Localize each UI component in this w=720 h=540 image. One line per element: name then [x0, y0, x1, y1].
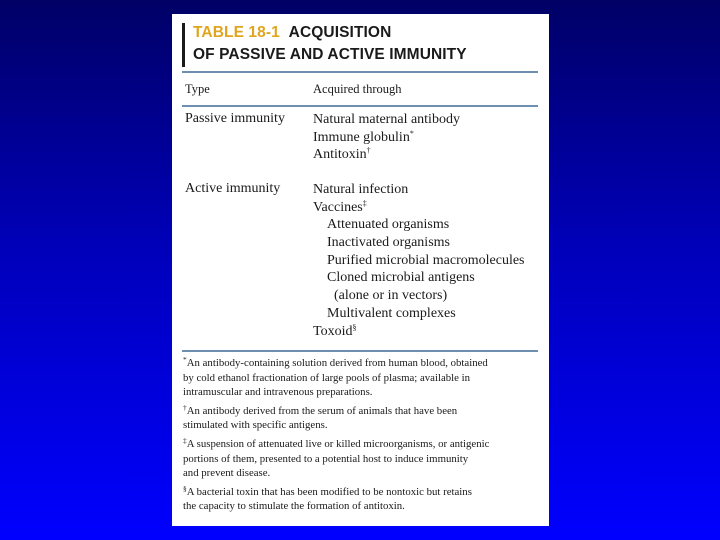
title-rule	[182, 71, 538, 73]
footnote-text: An antibody-containing solution derived from human blood, obtained by cold ethanol fractionation of large pools of plasma; available in intramuscular and intravenous preparations.	[183, 357, 488, 399]
footnote-mark: *	[409, 128, 414, 138]
footnote	[183, 485, 539, 514]
item-text: (alone or in vectors)	[334, 288, 448, 304]
footnote-mark: †	[366, 146, 371, 156]
footnotes	[183, 356, 539, 514]
title-accent-bar	[182, 23, 185, 67]
column-header-acquired: Acquired through	[313, 82, 402, 96]
footnote-mark: §	[183, 483, 187, 493]
footnote-text: An antibody derived from the serum of animals that have been stimulated with specific antigens.	[183, 404, 458, 432]
list-item	[313, 305, 525, 323]
item-text: Attenuated organisms	[327, 217, 450, 233]
item-text: Antitoxin	[313, 147, 367, 163]
item-text: Toxoid	[313, 323, 353, 339]
active-items-list	[313, 181, 525, 340]
footnote-mark: †	[183, 402, 187, 412]
list-item	[313, 146, 460, 164]
item-text: Cloned microbial antigens	[327, 270, 475, 286]
footnote-rule	[182, 350, 538, 352]
list-item	[313, 199, 525, 217]
list-item	[313, 234, 525, 252]
list-item	[313, 216, 525, 234]
footnote	[183, 356, 539, 400]
list-item	[313, 287, 525, 305]
item-text: Natural infection	[313, 182, 409, 197]
row-type-passive: Passive immunity	[185, 111, 285, 126]
table-title	[182, 20, 532, 70]
list-item	[313, 252, 525, 270]
footnote-mark: §	[352, 322, 357, 332]
item-text: Purified microbial macromolecules	[327, 252, 525, 268]
title-line-1	[193, 24, 391, 42]
list-item	[313, 111, 460, 129]
footnote-mark: *	[183, 355, 187, 364]
title-line-2: OF PASSIVE AND ACTIVE IMMUNITY	[193, 46, 467, 63]
row-type-active: Active immunity	[185, 181, 281, 196]
column-header-type: Type	[185, 82, 210, 96]
table-card	[172, 14, 549, 526]
list-item	[313, 323, 525, 341]
footnote-mark: ‡	[362, 198, 367, 208]
list-item	[313, 269, 525, 287]
list-item	[313, 181, 525, 199]
header-rule	[182, 105, 538, 107]
item-text: Inactivated organisms	[327, 235, 450, 251]
list-item	[313, 129, 460, 147]
footnote-mark: ‡	[183, 435, 187, 445]
footnote-text: A suspension of attenuated live or killed microorganisms, or antigenic portions of them, presented to a potential host to induce immunity and prevent disease.	[183, 437, 490, 480]
item-text: Immune globulin	[313, 129, 410, 145]
passive-items-list	[313, 111, 460, 164]
item-text: Multivalent complexes	[327, 305, 456, 321]
footnote	[183, 437, 539, 481]
footnote-text: A bacterial toxin that has been modified to be nontoxic but retains the capacity to stimulate the formation of antitoxin.	[183, 485, 472, 513]
footnote	[183, 404, 539, 433]
table-number-label: TABLE 18-1	[193, 24, 280, 41]
title-text-1: ACQUISITION	[288, 24, 392, 41]
item-text: Natural maternal antibody	[313, 112, 460, 127]
item-text: Vaccines	[313, 199, 363, 215]
